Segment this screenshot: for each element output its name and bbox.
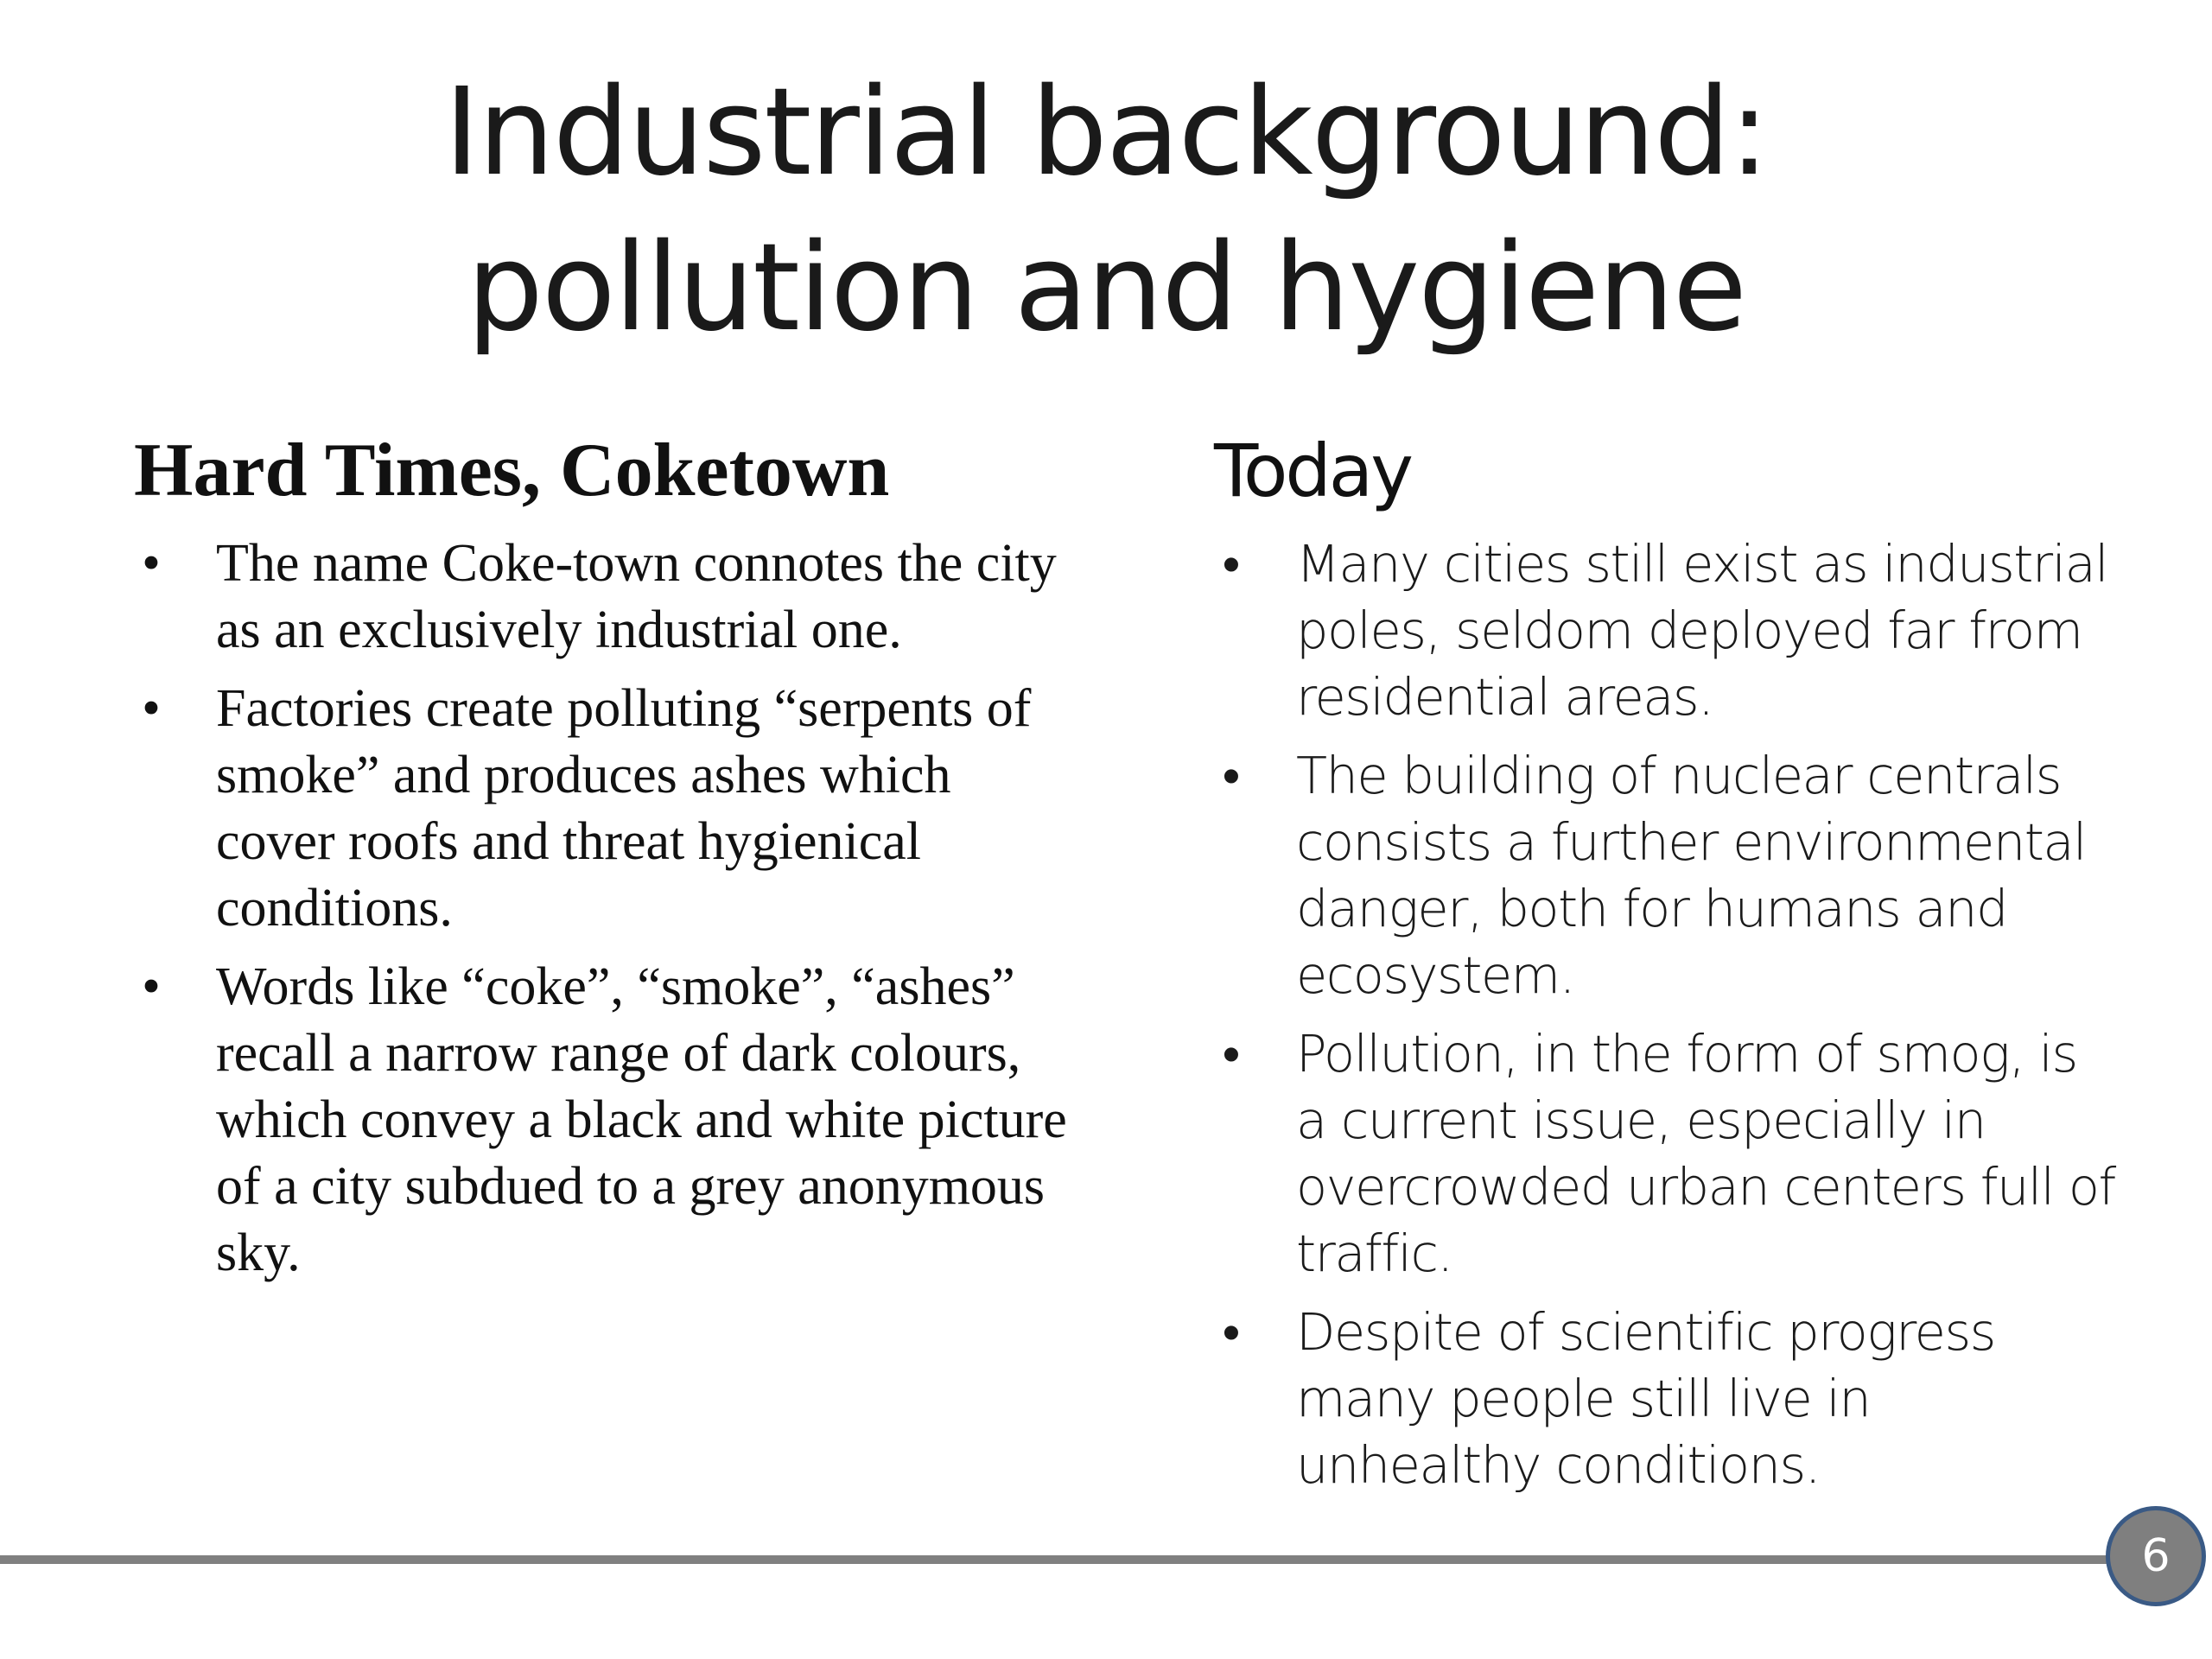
left-bullet-text: Words like “coke”, “smoke”, “ashes” recall a narrow range of dark colours, which convey a black and white picture of a city subdued to a grey anonymous sky.	[216, 957, 1067, 1282]
left-bullet-item	[134, 676, 1080, 942]
left-bullet-list	[134, 531, 1080, 1287]
right-column	[1214, 423, 2121, 1510]
footer-divider	[0, 1555, 2117, 1564]
right-bullet-item	[1214, 1020, 2121, 1287]
right-bullet-item	[1214, 1299, 2121, 1498]
bullet-icon: •	[1222, 1302, 1241, 1362]
left-bullet-text: The name Coke-town connotes the city as an exclusively industrial one.	[216, 534, 1057, 659]
right-column-heading: Today	[1214, 429, 1411, 513]
left-bullet-text: Factories create polluting “serpents of smoke” and produces ashes which cover roofs and threat hygienical conditions.	[216, 679, 1032, 938]
bullet-icon: •	[1222, 1024, 1241, 1084]
bullet-icon: •	[142, 679, 161, 738]
right-bullet-text: The building of nuclear centrals consists a further environmental danger, both for humans and ecosystem.	[1296, 746, 2086, 1005]
right-bullet-list	[1214, 531, 2121, 1498]
left-column	[134, 423, 1080, 1299]
page-number: 6	[2141, 1530, 2171, 1582]
bullet-icon: •	[1222, 534, 1241, 594]
page-number-badge	[2106, 1506, 2206, 1606]
slide-title	[0, 55, 2212, 366]
right-bullet-text: Despite of scientific progress many people still live in unhealthy conditions.	[1296, 1302, 1995, 1495]
left-bullet-item	[134, 531, 1080, 664]
bullet-icon: •	[1222, 746, 1241, 805]
bullet-icon: •	[142, 957, 161, 1016]
right-bullet-item	[1214, 742, 2121, 1008]
slide-title-line-2: pollution and hygiene	[467, 218, 1745, 359]
left-bullet-item	[134, 954, 1080, 1287]
slide-title-line-1: Industrial background:	[443, 62, 1769, 203]
bullet-icon: •	[142, 534, 161, 593]
right-bullet-text: Many cities still exist as industrial poles, seldom deployed far from residential areas.	[1296, 534, 2108, 727]
right-bullet-text: Pollution, in the form of smog, is a current issue, especially in overcrowded urban centers full of traffic.	[1296, 1024, 2115, 1283]
left-column-heading: Hard Times, Coketown	[134, 429, 890, 512]
right-bullet-item	[1214, 531, 2121, 730]
